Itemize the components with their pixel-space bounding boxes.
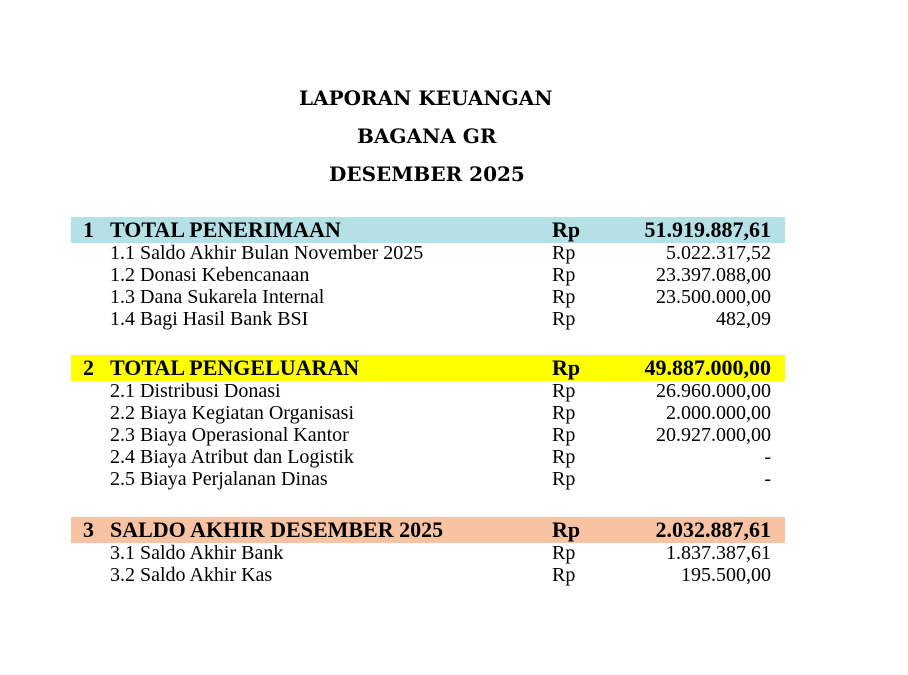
line-item-label: 2.5 Biaya Perjalanan Dinas (110, 468, 328, 490)
line-item (71, 564, 785, 586)
line-item-label: 1.1 Saldo Akhir Bulan November 2025 (110, 242, 424, 264)
line-item-amount: 482,09 (716, 308, 771, 330)
line-item-currency: Rp (552, 402, 576, 424)
section-total-pengeluaran (71, 355, 785, 381)
line-item-amount: 26.960.000,00 (656, 380, 771, 402)
line-item-amount: - (764, 468, 771, 490)
line-item-currency: Rp (552, 542, 576, 564)
section-amount: 2.032.887,61 (655, 517, 771, 542)
organization-name: BAGANA GR (357, 124, 497, 148)
section-label: SALDO AKHIR DESEMBER 2025 (110, 517, 444, 542)
line-item (71, 286, 785, 308)
report-title: LAPORAN KEUANGAN (299, 86, 553, 110)
line-item-currency: Rp (552, 264, 576, 286)
line-item-amount: - (764, 446, 771, 468)
section-currency: Rp (552, 517, 581, 542)
line-item-label: 2.2 Biaya Kegiatan Organisasi (110, 402, 355, 424)
line-item (71, 446, 785, 468)
line-item (71, 242, 785, 264)
report-period: DESEMBER 2025 (329, 162, 525, 186)
line-item-amount: 23.500.000,00 (656, 286, 771, 308)
line-item-currency: Rp (552, 286, 576, 308)
line-item-label: 3.1 Saldo Akhir Bank (110, 542, 284, 564)
line-item (71, 308, 785, 330)
section-saldo-akhir (71, 517, 785, 543)
section-number: 1 (83, 217, 94, 242)
line-item-currency: Rp (552, 468, 576, 490)
line-item (71, 380, 785, 402)
line-item-amount: 23.397.088,00 (656, 264, 771, 286)
line-item-currency: Rp (552, 564, 576, 586)
section-amount: 49.887.000,00 (644, 355, 771, 380)
line-item-label: 1.4 Bagi Hasil Bank BSI (110, 308, 309, 330)
line-item-label: 2.1 Distribusi Donasi (110, 380, 281, 402)
line-item-label: 1.3 Dana Sukarela Internal (110, 286, 325, 308)
line-item (71, 402, 785, 424)
section-currency: Rp (552, 355, 581, 380)
section-currency: Rp (552, 217, 581, 242)
line-item-currency: Rp (552, 424, 576, 446)
section-number: 3 (83, 517, 94, 542)
line-item-amount: 195.500,00 (681, 564, 771, 586)
line-item (71, 264, 785, 286)
section-total-penerimaan (71, 217, 785, 243)
line-item-label: 1.2 Donasi Kebencanaan (110, 264, 310, 286)
section-label: TOTAL PENERIMAAN (110, 217, 341, 242)
line-item-currency: Rp (552, 446, 576, 468)
section-number: 2 (83, 355, 94, 380)
line-item-currency: Rp (552, 308, 576, 330)
line-item-currency: Rp (552, 242, 576, 264)
line-item-amount: 2.000.000,00 (666, 402, 771, 424)
line-item-label: 2.3 Biaya Operasional Kantor (110, 424, 349, 446)
line-item (71, 468, 785, 490)
line-item (71, 424, 785, 446)
line-item-amount: 5.022.317,52 (666, 242, 771, 264)
line-item (71, 542, 785, 564)
section-label: TOTAL PENGELUARAN (110, 355, 360, 380)
line-item-currency: Rp (552, 380, 576, 402)
section-amount: 51.919.887,61 (644, 217, 771, 242)
line-item-label: 2.4 Biaya Atribut dan Logistik (110, 446, 354, 468)
line-item-label: 3.2 Saldo Akhir Kas (110, 564, 273, 586)
line-item-amount: 1.837.387,61 (666, 542, 771, 564)
line-item-amount: 20.927.000,00 (656, 424, 771, 446)
